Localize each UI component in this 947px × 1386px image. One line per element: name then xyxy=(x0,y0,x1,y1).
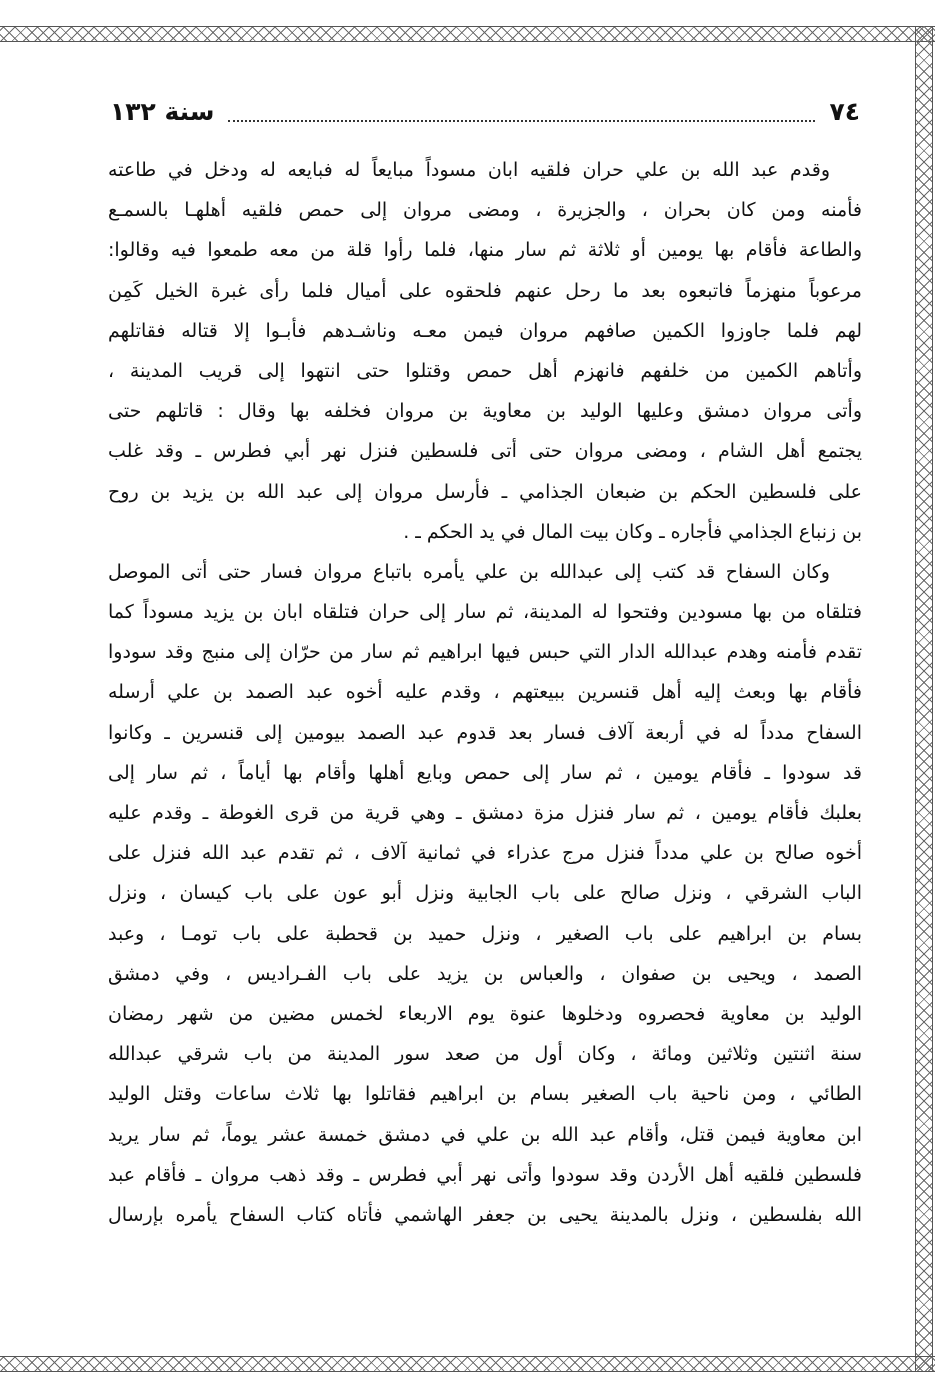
paragraph-1 xyxy=(108,150,862,552)
body-text xyxy=(108,150,862,1235)
text-line: الطائي ، ومن ناحية باب الصغير بسام بن ابراهيم فقاتلوا بها ثلاث ساعات وقتل الوليد xyxy=(108,1083,862,1106)
text-line: وأتاهم الكمين من خلفهم فانهزم أهل حمص وقتلوا حتى انتهوا إلى قريب المدينة ، xyxy=(108,359,862,382)
text-line: مرعوباً منهزماً فاتبعوه بعد ما رحل عنهم فلحقوه على أميال فلما رأى غبرة الخيل كَمِن xyxy=(108,279,862,302)
text-line: لهم فلما جاوزوا الكمين صافهم مروان فيمن معـه وناشـدهم فأبـوا إلا قتاله فقاتلهم xyxy=(108,319,862,342)
text-line: وأتى مروان دمشق وعليها الوليد بن معاوية بن مروان فخلفه بها وقال : قاتلهم حتى xyxy=(108,400,862,423)
text-line: فأقام بها وبعث إليه أهل قنسرين ببيعتهم ، وقدم عليه أخوه عبد الصمد بن علي أرسله xyxy=(108,681,862,704)
text-line: بسام بن ابراهيم على باب الصغير ، ونزل حميد بن قحطبة على باب تومـا ، وعبد xyxy=(108,922,862,945)
text-line: يجتمع أهل الشام ، ومضى مروان حتى أتى فلسطين فنزل نهر أبي فطرس ـ وقد غلب xyxy=(108,440,862,463)
paragraph-2 xyxy=(108,552,862,1235)
header-leader-dots xyxy=(228,120,815,122)
page-number: ٧٤ xyxy=(829,97,860,126)
text-line: الله بفلسطين ، ونزل بالمدينة يحيى بن جعفر الهاشمي فأتاه كتاب السفاح يأمره بإرسال xyxy=(108,1203,862,1226)
text-line: تقدم فأمنه وهدم عبدالله الدار التي حبس فيها ابراهيم ثم سار من حرّان إلى منبج وقد سودوا xyxy=(108,641,862,664)
text-line: الوليد بن معاوية فحصروه ودخلوها عنوة يوم الاربعاء لخمس مضين من شهر رمضان xyxy=(108,1002,862,1025)
text-line: فأمنه ومن كان بحران ، والجزيرة ، ومضى مروان إلى حمص فلقيه أهلهـا بالسمـع xyxy=(108,199,862,222)
text-line: السفاح مدداً له في أربعة آلاف فسار بعد قدوم عبد الصمد بيومين إلى قنسرين ـ وكانوا xyxy=(108,721,862,744)
page-header xyxy=(110,92,860,132)
text-line: وكان السفاح قد كتب إلى عبدالله بن علي يأمره باتباع مروان فسار حتى أتى الموصل xyxy=(108,560,830,583)
text-line: بعلبك فأقام يومين ، ثم سار فنزل مزة دمشق ـ وهي قرية من قرى الغوطة ـ وقدم عليه xyxy=(108,802,862,824)
text-line: على فلسطين الحكم بن ضبعان الجذامي ـ فأرسل مروان إلى عبد الله بن يزيد بن روح xyxy=(108,480,862,503)
text-line: سنة اثنتين وثلاثين ومائة ، وكان أول من صعد سور المدينة من باب شرقي عبدالله xyxy=(108,1043,862,1066)
page-border-bottom xyxy=(0,1356,935,1372)
page-border-right xyxy=(915,26,933,1371)
running-head: سنة ١٣٢ xyxy=(110,97,215,126)
text-line: الصمد ، ويحيى بن صفوان ، والعباس بن يزيد على باب الفـراديس ، وفي دمشق xyxy=(108,962,862,985)
text-line: قد سودوا ـ فأقام يومين ، ثم سار إلى حمص وبايع أهلها وأقام بها أياماً ، ثم سار إلى xyxy=(108,761,862,784)
text-line: بن زنباع الجذامي فأجاره ـ وكان بيت المال في يد الحكم ـ . xyxy=(403,520,862,543)
text-line: والطاعة فأقام بها يومين أو ثلاثة ثم سار منها، فلما رأوا قلة من معه طمعوا فيه وقالوا: xyxy=(108,239,862,262)
text-line: وقدم عبد الله بن علي حران فلقيه ابان مسوداً مبايعاً له فبايعه له ودخل في طاعته xyxy=(108,159,830,181)
text-line: فتلقاه من بها مسودين وفتحوا له المدينة، ثم سار إلى حران فتلقاه ابان بن يزيد مسوداً كما xyxy=(108,601,862,624)
page-border-top xyxy=(0,26,935,42)
text-line: ابن معاوية فيمن قتل، وأقام عبد الله بن علي في دمشق خمسة عشر يوماً، ثم سار يريد xyxy=(108,1123,862,1146)
text-line: الباب الشرقي ، ونزل صالح على باب الجابية ونزل أبو عون على باب كيسان ، ونزل xyxy=(108,882,862,905)
text-line: فلسطين فلقيه أهل الأردن وقد سودوا وأتى نهر أبي فطرس ـ وقد ذهب مروان ـ فأقام عبد xyxy=(108,1163,862,1186)
text-line: أخوه صالح بن علي مدداً فنزل مرج عذراء في ثمانية آلاف ، ثم تقدم عبد الله فنزل على xyxy=(108,842,862,865)
